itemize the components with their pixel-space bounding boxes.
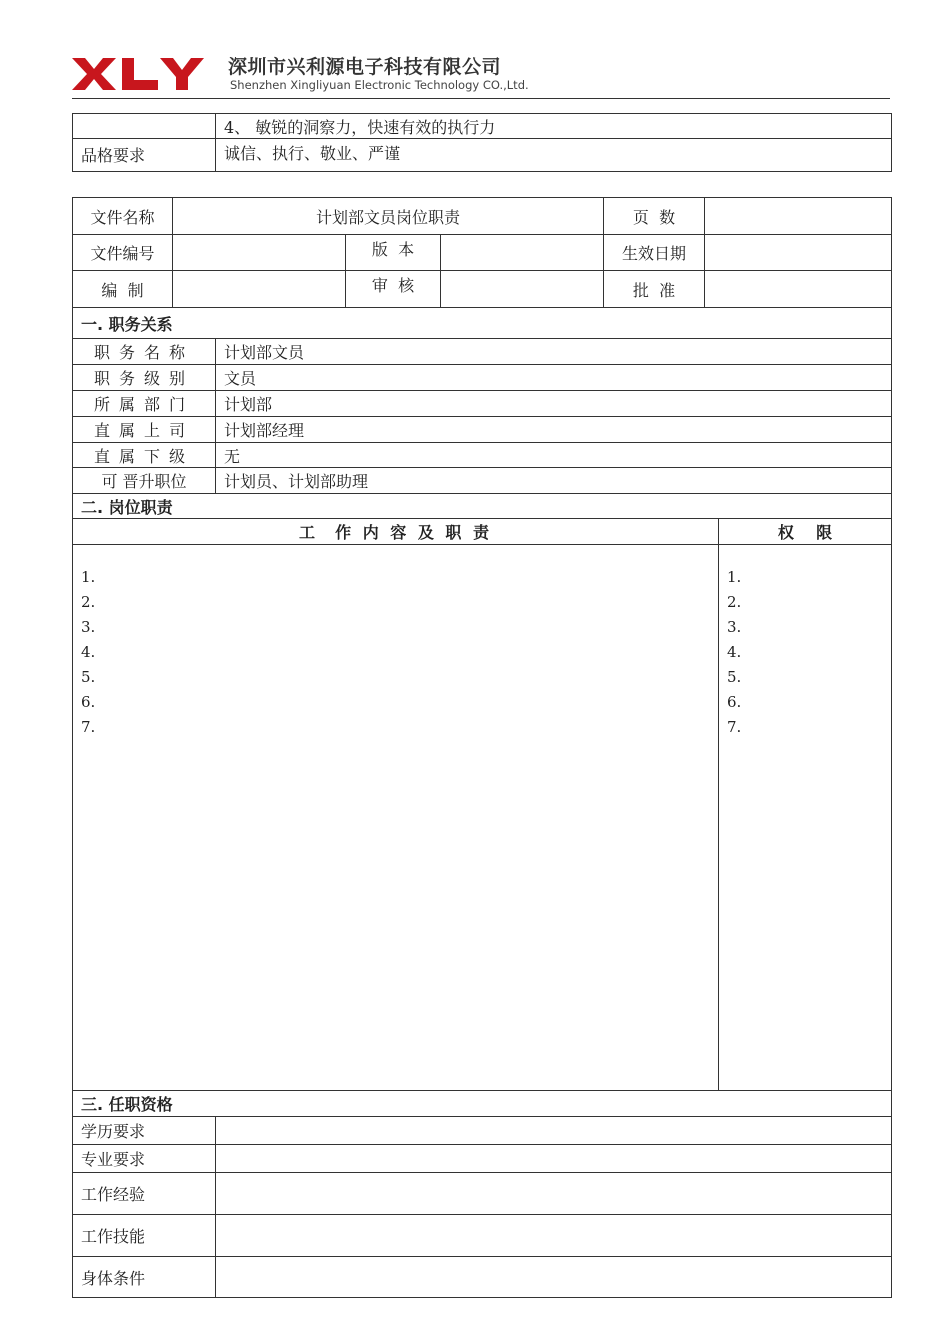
relation-label: 所属部门	[73, 391, 216, 417]
relation-label: 职务名称	[73, 339, 216, 365]
pages-label: 页 数	[604, 198, 705, 235]
relation-value: 无	[216, 443, 892, 468]
duty-item: 4.	[81, 643, 96, 661]
relation-value: 计划员、计划部助理	[216, 468, 892, 494]
duty-item: 2.	[81, 593, 96, 611]
relation-value: 计划部文员	[216, 339, 892, 365]
qualification-value	[216, 1173, 892, 1215]
logo-text: XLY	[72, 56, 74, 57]
duty-item: 3.	[81, 618, 96, 636]
duty-item: 5.	[81, 668, 96, 686]
duty-item: 6.	[81, 693, 96, 711]
character-requirement-value: 诚信、执行、敬业、严谨	[216, 139, 892, 172]
authority-item: 2.	[727, 593, 742, 611]
relation-value: 计划部	[216, 391, 892, 417]
qualification-value	[216, 1145, 892, 1173]
version-value	[441, 235, 604, 271]
file-number-value	[173, 235, 346, 271]
qualification-label: 工作经验	[73, 1173, 216, 1215]
company-name-cn: 深圳市兴利源电子科技有限公司	[228, 56, 502, 78]
reviewed-by-label: 审 核	[346, 271, 441, 308]
relation-label: 可 晋升职位	[73, 468, 216, 494]
qualification-label: 工作技能	[73, 1215, 216, 1257]
approved-by-value	[705, 271, 892, 308]
job-relations-table	[72, 307, 892, 494]
authority-item: 4.	[727, 643, 742, 661]
authority-column-header: 权 限	[719, 519, 892, 545]
duty-item: 7.	[81, 718, 96, 736]
doc-info-table	[72, 197, 892, 308]
file-name-label: 文件名称	[73, 198, 173, 235]
effective-date-value	[705, 235, 892, 271]
authority-item: 6.	[727, 693, 742, 711]
duties-list	[73, 545, 719, 1091]
relation-label: 职务级别	[73, 365, 216, 391]
prepared-by-value	[173, 271, 346, 308]
file-number-label: 文件编号	[73, 235, 173, 271]
relation-value: 文员	[216, 365, 892, 391]
qualification-label: 专业要求	[73, 1145, 216, 1173]
section1-title: 一. 职务关系	[73, 308, 892, 339]
version-label: 版 本	[346, 235, 441, 271]
authority-item: 7.	[727, 718, 742, 736]
top-row1-value: 4、 敏锐的洞察力，快速有效的执行力	[216, 114, 892, 139]
company-logo	[72, 56, 207, 92]
qualification-value	[216, 1117, 892, 1145]
duties-table	[72, 493, 892, 1091]
top-table	[72, 113, 892, 172]
pages-value	[705, 198, 892, 235]
prepared-by-label: 编 制	[73, 271, 173, 308]
qualification-value	[216, 1257, 892, 1298]
effective-date-label: 生效日期	[604, 235, 705, 271]
qualification-value	[216, 1215, 892, 1257]
company-name-en: Shenzhen Xingliyuan Electronic Technology CO.,Ltd.	[230, 78, 529, 92]
approved-by-label: 批 准	[604, 271, 705, 308]
relation-label: 直属下级	[73, 443, 216, 468]
authority-item: 5.	[727, 668, 742, 686]
duties-column-header: 工 作 内 容 及 职 责	[73, 519, 719, 545]
section2-title: 二. 岗位职责	[73, 494, 892, 519]
qualification-label: 学历要求	[73, 1117, 216, 1145]
reviewed-by-value	[441, 271, 604, 308]
file-name-value: 计划部文员岗位职责	[173, 198, 604, 235]
authority-list	[719, 545, 892, 1091]
relation-label: 直属上司	[73, 417, 216, 443]
header-divider	[72, 98, 890, 99]
qualifications-table	[72, 1090, 892, 1298]
section3-title: 三. 任职资格	[73, 1091, 892, 1117]
qualification-label: 身体条件	[73, 1257, 216, 1298]
character-requirement-label: 品格要求	[73, 139, 216, 172]
authority-item: 3.	[727, 618, 742, 636]
top-row1-label	[73, 114, 216, 139]
authority-item: 1.	[727, 568, 742, 586]
relation-value: 计划部经理	[216, 417, 892, 443]
duty-item: 1.	[81, 568, 96, 586]
